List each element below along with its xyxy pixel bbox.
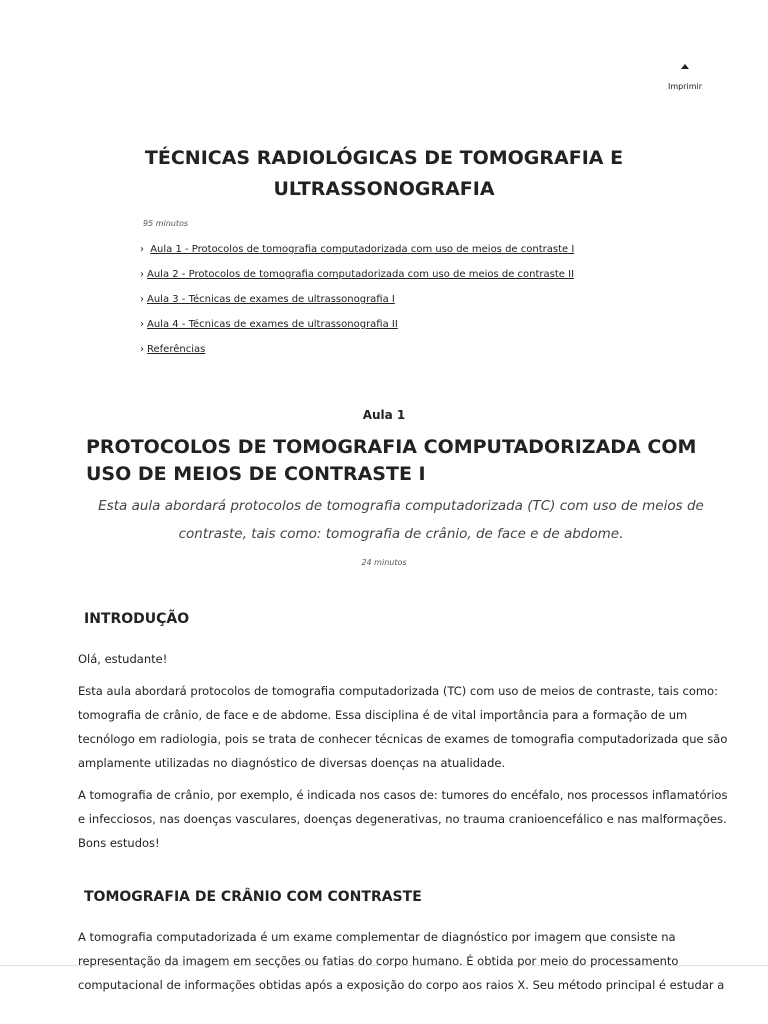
toc-item [140, 316, 574, 341]
section-heading-introducao: INTRODUÇÃO [84, 611, 190, 627]
skull-paragraph-1: A tomografia computadorizada é um exame complementar de diagnóstico por imagem que consiste na representação da imagem em secções ou fatias do corpo humano. É obtida por meio do processamento computacional de informações obtidas após a exposição do corpo aos raios X. Seu método principal é estudar a [78, 930, 725, 992]
chevron-right-icon: › [140, 319, 144, 330]
chevron-right-icon: › [140, 244, 144, 255]
toc-item [140, 291, 574, 316]
intro-paragraph-1: Esta aula abordará protocolos de tomografia computadorizada (TC) com uso de meios de contraste, tais como: tomografia de crânio, de face e de abdome. Essa disciplina é de vital importância para a formação de um tecnólogo em radiologia, pois se trata de conhecer técnicas de exames de tomografia computadorizada que são amplamente utilizadas no diagnóstico de diversas doenças na atualidade. [78, 684, 728, 770]
toc-item [140, 241, 574, 266]
toc-link-aula-1[interactable]: Aula 1 - Protocolos de tomografia computadorizada com uso de meios de contraste I [150, 244, 575, 255]
lesson-label: Aula 1 [362, 408, 406, 422]
toc-link-aula-4[interactable]: Aula 4 - Técnicas de exames de ultrassonografia II [147, 319, 398, 330]
caret-up-icon [681, 64, 689, 69]
course-duration: 95 minutos [143, 219, 189, 228]
toc-item [140, 341, 574, 366]
course-toc [140, 241, 574, 366]
toc-item [140, 266, 574, 291]
chevron-right-icon: › [140, 269, 144, 280]
course-title: TÉCNICAS RADIOLÓGICAS DE TOMOGRAFIA E ULTRASSONOGRAFIA [144, 147, 624, 200]
lesson-duration: 24 minutos [361, 558, 407, 567]
toc-link-aula-3[interactable]: Aula 3 - Técnicas de exames de ultrassonografia I [147, 294, 395, 305]
chevron-right-icon: › [140, 344, 144, 355]
toc-link-referencias[interactable]: Referências [147, 344, 206, 355]
section-heading-tomografia-cranio: TOMOGRAFIA DE CRÂNIO COM CONTRASTE [84, 889, 422, 905]
lesson-description: Esta aula abordará protocolos de tomografia computadorizada (TC) com uso de meios de contraste, tais como: tomografia de crânio, de face e de abdome. [98, 498, 704, 542]
greeting-paragraph: Olá, estudante! [78, 652, 168, 666]
print-button[interactable] [668, 64, 702, 93]
lesson-title: PROTOCOLOS DE TOMOGRAFIA COMPUTADORIZADA COM USO DE MEIOS DE CONTRASTE I [86, 436, 697, 485]
chevron-right-icon: › [140, 294, 144, 305]
print-label: Imprimir [667, 82, 702, 91]
intro-paragraph-2: A tomografia de crânio, por exemplo, é indicada nos casos de: tumores do encéfalo, nos processos inflamatórios e infecciosos, nas doenças vasculares, doenças degenerativas, no trauma cranioencefálico e nas malformações. Bons estudos! [78, 788, 728, 850]
toc-link-aula-2[interactable]: Aula 2 - Protocolos de tomografia computadorizada com uso de meios de contraste II [147, 269, 575, 280]
